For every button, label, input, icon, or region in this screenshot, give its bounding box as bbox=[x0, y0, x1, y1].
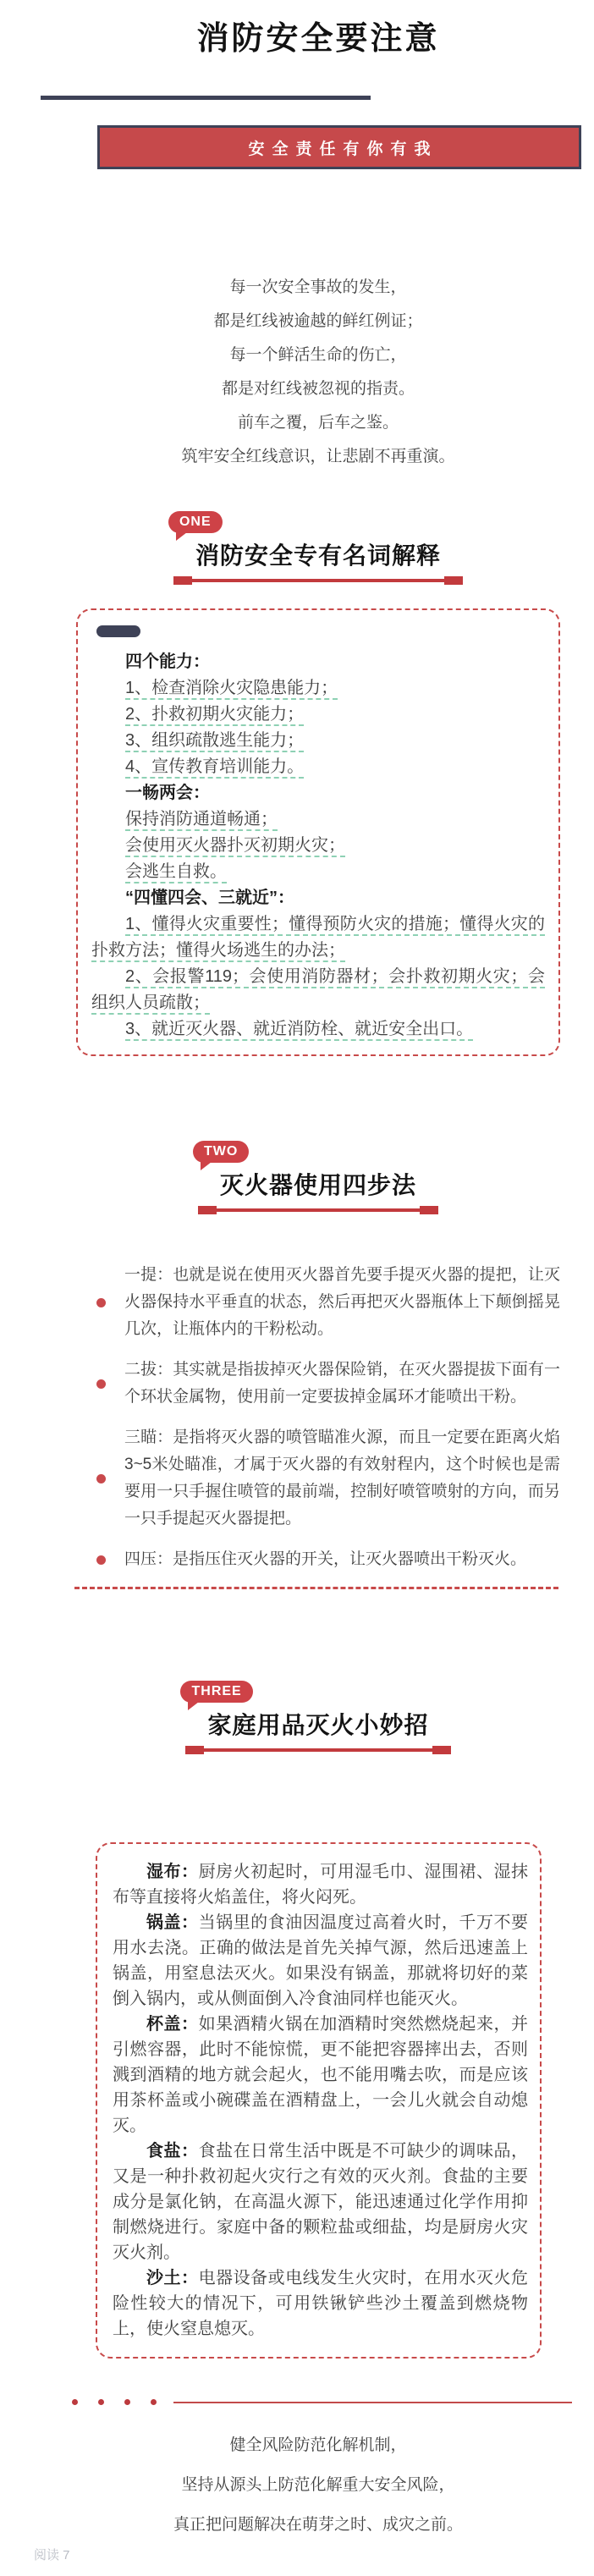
badge-label: TWO bbox=[203, 1144, 239, 1159]
rule-line bbox=[217, 1208, 420, 1212]
tip-paragraph bbox=[113, 1859, 528, 1910]
bullet-dot-icon bbox=[96, 1474, 106, 1483]
tip-paragraph bbox=[113, 1910, 528, 2012]
tip-text: 当锅里的食油因温度过高着火时，千万不要用水去浇。正确的做法是首先关掉气源，然后迅速盖上锅盖，用窒息法灭火。如果没有锅盖，那就将切好的菜倒入锅内，或从侧面倒入冷食油同样也能灭火。 bbox=[113, 1913, 529, 2008]
tip-lead: 湿布： bbox=[146, 1863, 199, 1881]
group-heading: “四懂四会、三就近”： bbox=[125, 889, 294, 907]
dot-icon bbox=[124, 2399, 130, 2405]
box-pill-decoration bbox=[96, 625, 140, 637]
rule-line bbox=[192, 579, 444, 582]
term-item: 会逃生自救。 bbox=[125, 862, 227, 881]
list-item bbox=[76, 1424, 560, 1533]
step-text: 三瞄：是指将灭火器的喷管瞄准火源，而且一定要在距离火焰3~5米处瞄准，才属于灭火器的有效射程内，这个时候也是需要用一只手握住喷管的最前端，控制好喷管喷射的方向，而另一只手提起灭火器提把。 bbox=[124, 1428, 560, 1527]
tip-paragraph bbox=[113, 2138, 528, 2265]
section-two-header bbox=[0, 1141, 594, 1214]
dot-icon bbox=[72, 2399, 78, 2405]
term-item: 4、宣传教育培训能力。 bbox=[125, 757, 305, 776]
section-three-header bbox=[0, 1681, 594, 1754]
dot-icon bbox=[98, 2399, 104, 2405]
banner bbox=[97, 125, 581, 169]
closing-poem bbox=[21, 2425, 594, 2545]
rule-end-square bbox=[432, 1746, 451, 1754]
section-two-title: 灭火器使用四步法 bbox=[219, 1172, 416, 1198]
dots-divider bbox=[72, 2399, 582, 2405]
banner-text: 安全责任有你有我 bbox=[248, 140, 438, 158]
rule-line bbox=[204, 1748, 432, 1752]
tip-text: 电器设备或电线发生火灾时，在用水灭火危险性较大的情况下，可用铁锹铲些沙土覆盖到燃烧物上，使火窒息熄灭。 bbox=[113, 2269, 529, 2338]
rule-end-square bbox=[173, 576, 192, 585]
term-item: 2、会报警119；会使用消防器材；会扑救初期火灾；会组织人员疏散； bbox=[91, 967, 545, 1012]
tip-paragraph bbox=[113, 2012, 528, 2138]
intro-poem bbox=[21, 271, 594, 474]
tip-text: 食盐在日常生活中既是不可缺少的调味品，又是一种扑救初起火灾行之有效的灭火剂。食盐的主要成分是氯化钠，在高温火源下，能迅速通过化学作用抑制燃烧进行。家庭中备的颗粒盐或细盐，均是厨房火灾灭火剂。 bbox=[113, 2142, 529, 2262]
dashed-divider bbox=[74, 1587, 558, 1589]
rule-end-square bbox=[444, 576, 463, 585]
closing-line: 坚持从源头上防范化解重大安全风险， bbox=[181, 2476, 455, 2494]
tip-text: 厨房火初起时，可用湿毛巾、湿围裙、湿抹布等直接将火焰盖住，将火闷死。 bbox=[113, 1863, 529, 1907]
section-title-rule bbox=[198, 1206, 438, 1214]
intro-line: 前车之覆，后车之鉴。 bbox=[237, 414, 399, 432]
section-three-badge bbox=[180, 1681, 252, 1703]
term-item: 会使用灭火器扑灭初期火灾； bbox=[125, 836, 345, 855]
section-one-badge bbox=[168, 511, 223, 533]
terms-box bbox=[76, 608, 560, 1056]
extinguisher-steps-list bbox=[76, 1262, 560, 1573]
term-item: 2、扑救初期火灾能力； bbox=[125, 705, 305, 724]
badge-label: THREE bbox=[191, 1684, 242, 1698]
term-item: 1、检查消除火灾隐患能力； bbox=[125, 679, 338, 697]
intro-line: 筑牢安全红线意识，让悲剧不再重演。 bbox=[181, 448, 455, 465]
read-count: 阅读 7 bbox=[34, 2548, 70, 2562]
closing-line: 真正把问题解决在萌芽之时、成灾之前。 bbox=[173, 2516, 463, 2534]
term-item: 保持消防通道畅通； bbox=[125, 810, 278, 828]
closing-line: 健全风险防范化解机制， bbox=[229, 2436, 407, 2454]
term-item: 1、懂得火灾重要性；懂得预防火灾的措施；懂得火灾的扑救方法；懂得火场逃生的办法； bbox=[91, 915, 545, 960]
tip-lead: 杯盖： bbox=[146, 2015, 199, 2034]
thin-rule bbox=[173, 2402, 572, 2403]
group-heading: 一畅两会： bbox=[125, 784, 210, 802]
step-text: 一提：也就是说在使用灭火器首先要手提灭火器的提把，让灭火器保持水平垂直的状态，然后再把灭火器瓶体上下颠倒摇晃几次，让瓶体内的干粉松动。 bbox=[124, 1266, 560, 1338]
intro-line: 都是红线被逾越的鲜红例证； bbox=[213, 312, 423, 330]
tip-lead: 锅盖： bbox=[146, 1913, 199, 1932]
list-item bbox=[76, 1357, 560, 1411]
tip-paragraph bbox=[113, 2265, 528, 2342]
step-text: 四压：是指压住灭火器的开关，让灭火器喷出干粉灭火。 bbox=[124, 1550, 527, 1568]
intro-line: 每一次安全事故的发生， bbox=[229, 278, 407, 296]
term-item: 3、就近灭火器、就近消防栓、就近安全出口。 bbox=[125, 1020, 474, 1038]
tip-lead: 食盐： bbox=[146, 2142, 199, 2160]
list-item bbox=[76, 1546, 560, 1573]
bullet-dot-icon bbox=[96, 1379, 106, 1389]
page-title: 消防安全要注意 bbox=[196, 21, 440, 57]
badge-label: ONE bbox=[179, 515, 212, 529]
bullet-dot-icon bbox=[96, 1555, 106, 1565]
tip-text: 如果酒精火锅在加酒精时突然燃烧起来，并引燃容器，此时不能惊慌，更不能把容器摔出去，否则溅到酒精的地方就会起火，也不能用嘴去吹，而是应该用茶杯盖或小碗碟盖在酒精盘上，一会儿火就会自动熄灭。 bbox=[113, 2015, 529, 2135]
rule-end-square bbox=[185, 1746, 204, 1754]
dot-icon bbox=[151, 2399, 157, 2405]
section-one-header bbox=[0, 511, 594, 585]
bullet-dot-icon bbox=[96, 1298, 106, 1307]
intro-line: 都是对红线被忽视的指责。 bbox=[221, 380, 415, 398]
rule-end-square bbox=[198, 1206, 217, 1214]
tips-box bbox=[96, 1842, 542, 2359]
intro-line: 每一个鲜活生命的伤亡， bbox=[229, 346, 407, 364]
tip-lead: 沙土： bbox=[146, 2269, 199, 2287]
step-text: 二拔：其实就是指拔掉灭火器保险销，在灭火器提拔下面有一个环状金属物，使用前一定要拔掉金属环才能喷出干粉。 bbox=[124, 1361, 560, 1406]
section-one-title: 消防安全专有名词解释 bbox=[195, 542, 441, 569]
title-underline-bar bbox=[41, 96, 371, 100]
list-item bbox=[76, 1262, 560, 1343]
rule-end-square bbox=[420, 1206, 438, 1214]
group-heading: 四个能力： bbox=[125, 652, 210, 671]
section-two-badge bbox=[193, 1141, 249, 1163]
term-item: 3、组织疏散逃生能力； bbox=[125, 731, 305, 750]
section-title-rule bbox=[185, 1746, 450, 1754]
section-three-title: 家庭用品灭火小妙招 bbox=[207, 1712, 429, 1738]
section-title-rule bbox=[173, 576, 463, 585]
